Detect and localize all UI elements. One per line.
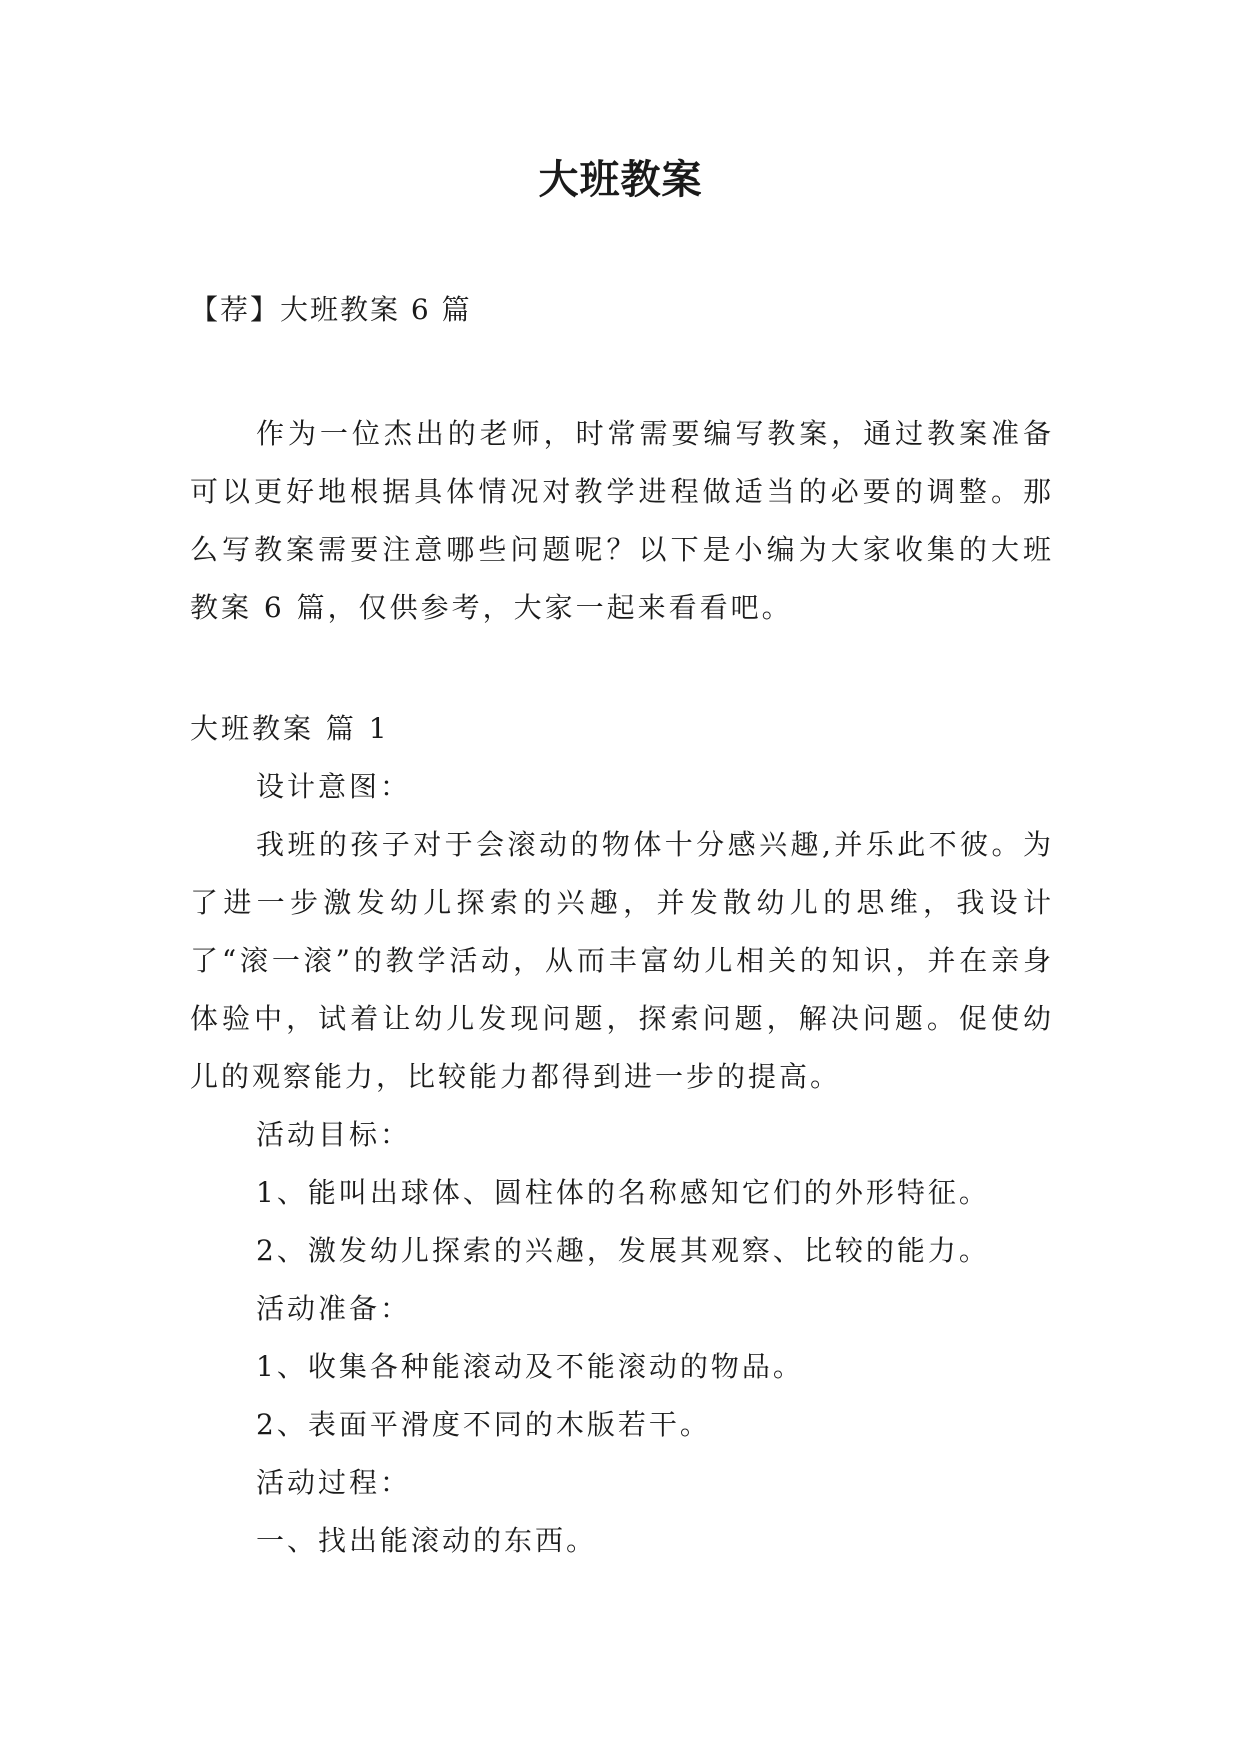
goals-label: 活动目标： [256, 1118, 412, 1151]
design-text: 我班的孩子对于会滚动的物体十分感兴趣,并乐此不彼。为了进一步激发幼儿探索的兴趣，并发散幼儿的思维，我设计了“滚一滚”的教学活动，从而丰富幼儿相关的知识，并在亲身体验中，试着让幼儿发现问题，探索问题，解决问题。促使幼儿的观察能力，比较能力都得到进一步的提高。 [190, 828, 1054, 1093]
goal-item: 1、能叫出球体、圆柱体的名称感知它们的外形特征。 [256, 1176, 990, 1209]
process-item: 一、找出能滚动的东西。 [256, 1524, 598, 1557]
intro-paragraph: 作为一位杰出的老师，时常需要编写教案，通过教案准备可以更好地根据具体情况对教学进程做适当的必要的调整。那么写教案需要注意哪些问题呢？以下是小编为大家收集的大班教案 6 篇，仅供参考，大家一起来看看吧。 [190, 417, 1054, 624]
prep-label: 活动准备： [256, 1292, 412, 1325]
design-label: 设计意图： [256, 770, 412, 803]
section-heading: 大班教案 篇 1 [190, 712, 390, 745]
prep-item: 1、收集各种能滚动及不能滚动的物品。 [256, 1350, 804, 1383]
process-label: 活动过程： [256, 1466, 412, 1499]
lesson-section-1 [190, 700, 1054, 1570]
goal-item: 2、激发幼儿探索的兴趣，发展其观察、比较的能力。 [256, 1234, 990, 1267]
document-subtitle: 【荐】大班教案 6 篇 [190, 293, 472, 326]
document-title: 大班教案 [538, 157, 703, 203]
prep-item: 2、表面平滑度不同的木版若干。 [256, 1408, 711, 1441]
